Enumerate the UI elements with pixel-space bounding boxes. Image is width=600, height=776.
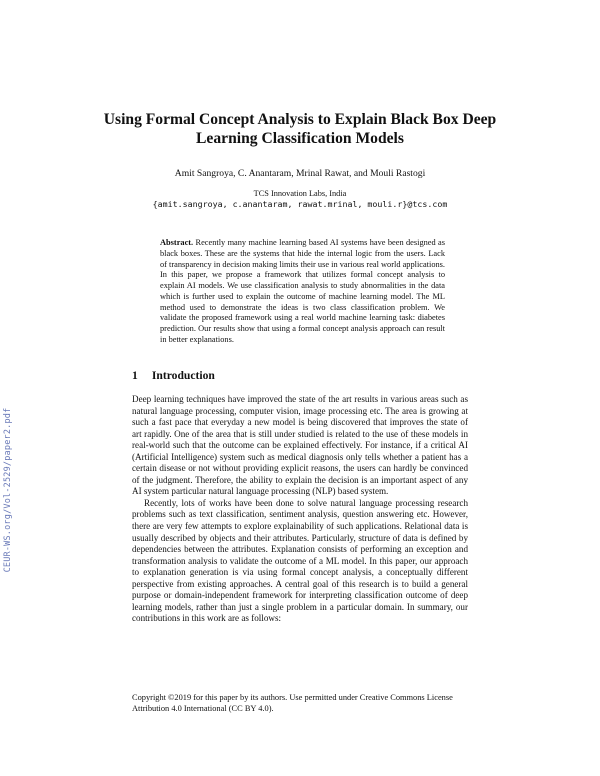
abstract-label: Abstract. <box>160 238 194 247</box>
section-body <box>132 394 468 625</box>
side-identifier <box>0 390 16 590</box>
abstract <box>160 238 445 346</box>
abstract-text: Recently many machine learning based AI systems have been designed as black boxes. These are the systems that hide the internal logic from the users. Lack of transparency in decision making limits their use in various real world applications. In this paper, we propose a framework that utilizes formal concept analysis to explain AI models. We use classification analysis to study abnormalities in the data which is further used to explain the outcome of machine learning model. The ML method used to demonstrate the ideas is two class classification problem. We validate the proposed framework using a real world machine learning task: diabetes prediction. Our results show that using a formal concept analysis approach can result in better explanations. <box>160 238 445 344</box>
section-heading <box>132 369 215 383</box>
body-paragraph: Recently, lots of works have been done to solve natural language processing research problems such as text classification, sentiment analysis, question answering etc. However, there are very few attempts to explore explainability of such applications. Relational data is usually described by objects and their attributes. Particularly, structure of data is defined by dependencies between the attributes. Explanation consists of performing an exception and transformation analysis to validate the outcome of a ML model. In this paper, our approach to explanation generation is via using formal concept analysis, a conceptually different perspective from existing approaches. A central goal of this research is to build a general purpose or domain-independent framework for interpreting classification outcome of deep learning models, rather than just a single problem in a particular domain. In summary, our contributions in this work are as follows: <box>132 497 468 624</box>
paper-title: Using Formal Concept Analysis to Explain Black Box Deep Learning Classification Models <box>103 111 497 147</box>
body-paragraph: Deep learning techniques have improved the state of the art results in various areas such as natural language processing, computer vision, image processing etc. The area is growing at such a fast pace that everyday a new model is being discovered that improves the state of art rapidly. One of the area that is still under studied is related to the use of these models in real-world such that the outcome can be explained effectively. For instance, if a critical AI (Artificial Intelligence) system such as medical diagnosis only tells whether a patient has a certain disease or not without providing explicit reasons, the users can hardly be convinced of the judgment. Therefore, the ability to explain the decision is an important aspect of any AI system particular natural language processing (NLP) based system. <box>132 394 468 497</box>
section-title: Introduction <box>151 369 215 382</box>
author-emails: {amit.sangroya, c.anantaram, rawat.mrinal, mouli.r}@tcs.com <box>152 199 448 209</box>
author-list: Amit Sangroya, C. Anantaram, Mrinal Rawat, and Mouli Rastogi <box>174 168 426 179</box>
copyright-notice: Copyright ©2019 for this paper by its authors. Use permitted under Creative Commons License Attribution 4.0 International (CC BY 4.0). <box>132 693 453 713</box>
affiliation: TCS Innovation Labs, India <box>253 189 347 198</box>
side-identifier-text: CEUR-WS.org/Vol-2529/paper2.pdf <box>3 407 13 573</box>
section-number: 1 <box>132 369 138 382</box>
